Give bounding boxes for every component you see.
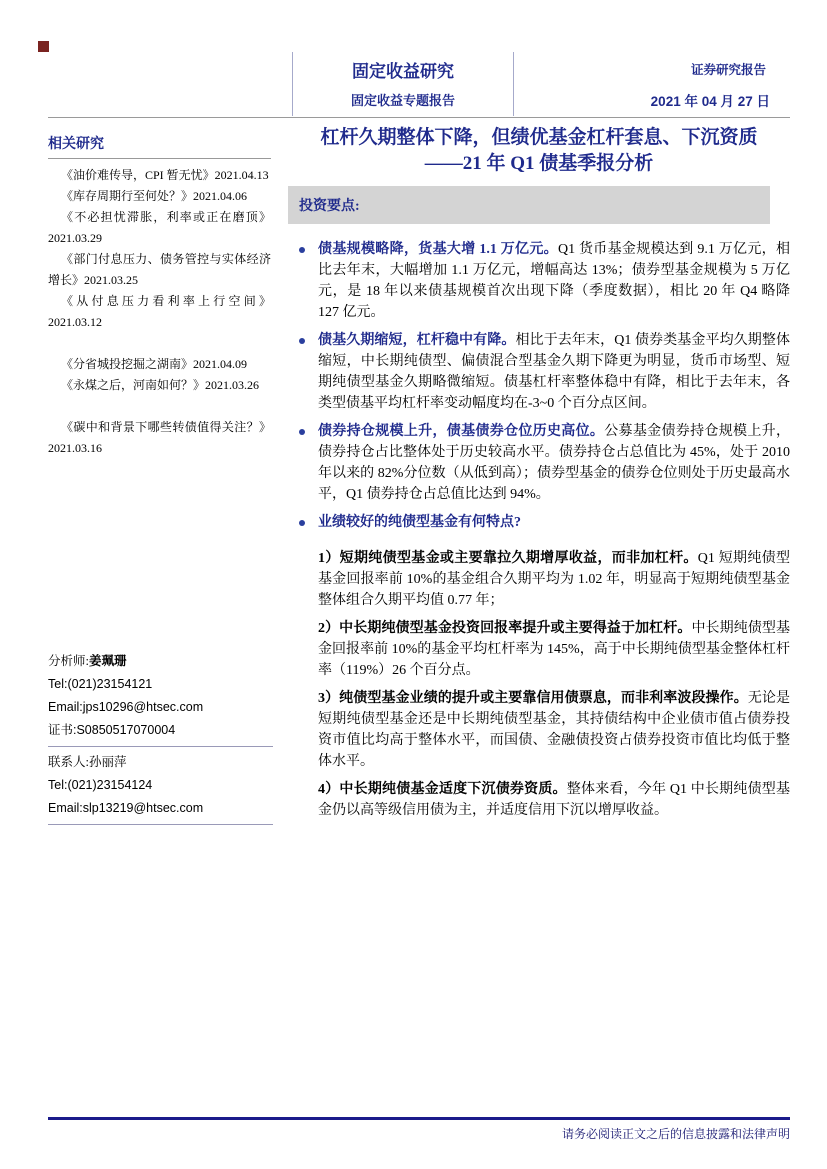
bullet-body: 相比于去年末，Q1 债券类基金平均久期整体缩短，中长期纯债型、偏债混合型基金久期下降更为明显，货币市场型、短期纯债型基金久期略微缩短。债基杠杆率整体稳中有降，相比于去年末，各类型债基平均杠杆率变动幅度均在-3~0 个百分点区间。 <box>318 333 791 411</box>
numbered-lead: 4）中长期纯债基金适度下沉债券资质。 <box>318 782 567 797</box>
analyst-cert: 证书:S0850517070004 <box>48 723 176 737</box>
analyst-divider <box>48 746 273 747</box>
related-research-item: 《分省城投挖掘之湖南》2021.04.09 <box>61 357 248 371</box>
related-research-list <box>48 165 271 459</box>
bullet-lead: 债基久期缩短，杠杆稳中有降。 <box>318 333 516 348</box>
bullet-lead: 债基规模略降，货基大增 1.1 万亿元。 <box>318 242 559 257</box>
related-research-item: 《油价难传导，CPI 暂无忧》2021.04.13 <box>61 168 269 182</box>
related-research-item: 《从付息压力看利率上行空间》2021.03.12 <box>48 294 271 329</box>
bullet-lead: 债券持仓规模上升，债基债券仓位历史高位。 <box>318 424 605 439</box>
main-column <box>288 125 790 828</box>
header-rule <box>48 117 790 118</box>
numbered-body: 无论是短期纯债型基金还是中长期纯债型基金，其持债结构中企业债市值占债券投资市值比均高于整体水平，而国债、金融债投资占债券投资市值比均低于整体水平。 <box>318 691 791 769</box>
analyst-divider <box>48 824 273 825</box>
numbered-body: Q1 短期纯债型基金回报率前 10%的基金组合久期平均为 1.02 年，明显高于短期纯债型基金整体组合久期平均值 0.77 年； <box>318 551 790 608</box>
related-research-item: 《库存周期行至何处？》2021.04.06 <box>61 189 248 203</box>
numbered-lead: 1）短期纯债型基金或主要靠拉久期增厚收益，而非加杠杆。 <box>318 551 698 566</box>
bullet-point <box>288 330 790 414</box>
related-research-item: 《不必担忧滞胀，利率或正在磨顶》2021.03.29 <box>48 210 271 245</box>
numbered-paragraph <box>288 548 790 611</box>
analyst-name: 姜珮珊 <box>88 654 127 668</box>
related-research-item: 《碳中和背景下哪些转债值得关注？》2021.03.16 <box>48 420 271 455</box>
numbered-lead: 3）纯债型基金业绩的提升或主要靠信用债票息，而非利率波段操作。 <box>318 691 748 706</box>
bullet-point <box>288 239 790 323</box>
numbered-paragraph <box>288 779 790 821</box>
numbered-paragraph <box>288 688 790 772</box>
analyst-label: 分析师: <box>48 654 89 668</box>
report-category: 固定收益研究 <box>352 62 454 81</box>
contact-name: 联系人:孙丽萍 <box>48 755 127 769</box>
analyst-email: Email:jps10296@htsec.com <box>48 700 204 714</box>
bullet-dot-icon <box>299 338 305 344</box>
analyst-row <box>48 650 273 673</box>
analyst-panel <box>48 650 273 829</box>
bullet-dot-icon <box>299 520 305 526</box>
footer-disclaimer: 请务必阅读正文之后的信息披露和法律声明 <box>561 1127 790 1141</box>
report-title-line1: 杠杆久期整体下降，但绩优基金杠杆套息、下沉资质 <box>320 127 758 148</box>
numbered-body: 整体来看，今年 Q1 中长期纯债型基金仍以高等级信用债为主，并适度信用下沉以增厚收益。 <box>318 782 790 818</box>
bullet-dot-icon <box>299 429 305 435</box>
report-subcategory: 固定收益专题报告 <box>350 93 455 108</box>
investment-highlights-label: 投资要点: <box>299 199 360 214</box>
related-research-item: 《部门付息压力、债务管控与实体经济增长》2021.03.25 <box>48 252 271 287</box>
contact-tel: Tel:(021)23154124 <box>48 778 153 792</box>
footer-rule <box>48 1117 790 1120</box>
header-divider-right <box>513 52 514 116</box>
bullet-point <box>288 421 790 505</box>
bullet-lead: 业绩较好的纯债型基金有何特点? <box>318 515 521 530</box>
report-type: 证券研究报告 <box>690 63 766 77</box>
report-title-line2: ——21 年 Q1 债基季报分析 <box>424 153 654 174</box>
bullet-body: Q1 货币基金规模达到 9.1 万亿元，相比去年末，大幅增加 1.1 万亿元，增幅高达 13%；债券型基金规模为 5 万亿元，是 18 年以来债基规模首次出现下降（季度数据），相比 20 年 Q4 略降 127 亿元。 <box>318 242 790 320</box>
report-body <box>288 239 790 821</box>
bullet-point <box>288 512 790 533</box>
header-divider-left <box>292 52 293 116</box>
bullet-dot-icon <box>299 247 305 253</box>
numbered-paragraph <box>288 618 790 681</box>
brand-square-icon <box>38 41 49 52</box>
report-date: 2021 年 04 月 27 日 <box>650 94 770 109</box>
related-research-item: 《永煤之后，河南如何？》2021.03.26 <box>61 378 260 392</box>
related-research-title: 相关研究 <box>48 133 271 159</box>
bullet-body: 公募基金债券持仓规模上升，债券持仓占比整体处于历史较高水平。债券持仓占总值比为 45%，处于 2010 年以来的 82%分位数（从低到高）；债券型基金的债券仓位则处于历史最高水平，Q1 债券持仓占总值比达到 94%。 <box>318 424 790 502</box>
numbered-lead: 2）中长期纯债型基金投资回报率提升或主要得益于加杠杆。 <box>318 621 692 636</box>
related-research-panel <box>48 133 271 459</box>
analyst-tel: Tel:(021)23154121 <box>48 677 153 691</box>
contact-email: Email:slp13219@htsec.com <box>48 801 204 815</box>
investment-highlights-bar <box>288 186 770 224</box>
numbered-body: 中长期纯债型基金回报率前 10%的基金平均杠杆率为 145%，高于中长期纯债型基金整体杠杆率（119%）26 个百分点。 <box>318 621 790 678</box>
